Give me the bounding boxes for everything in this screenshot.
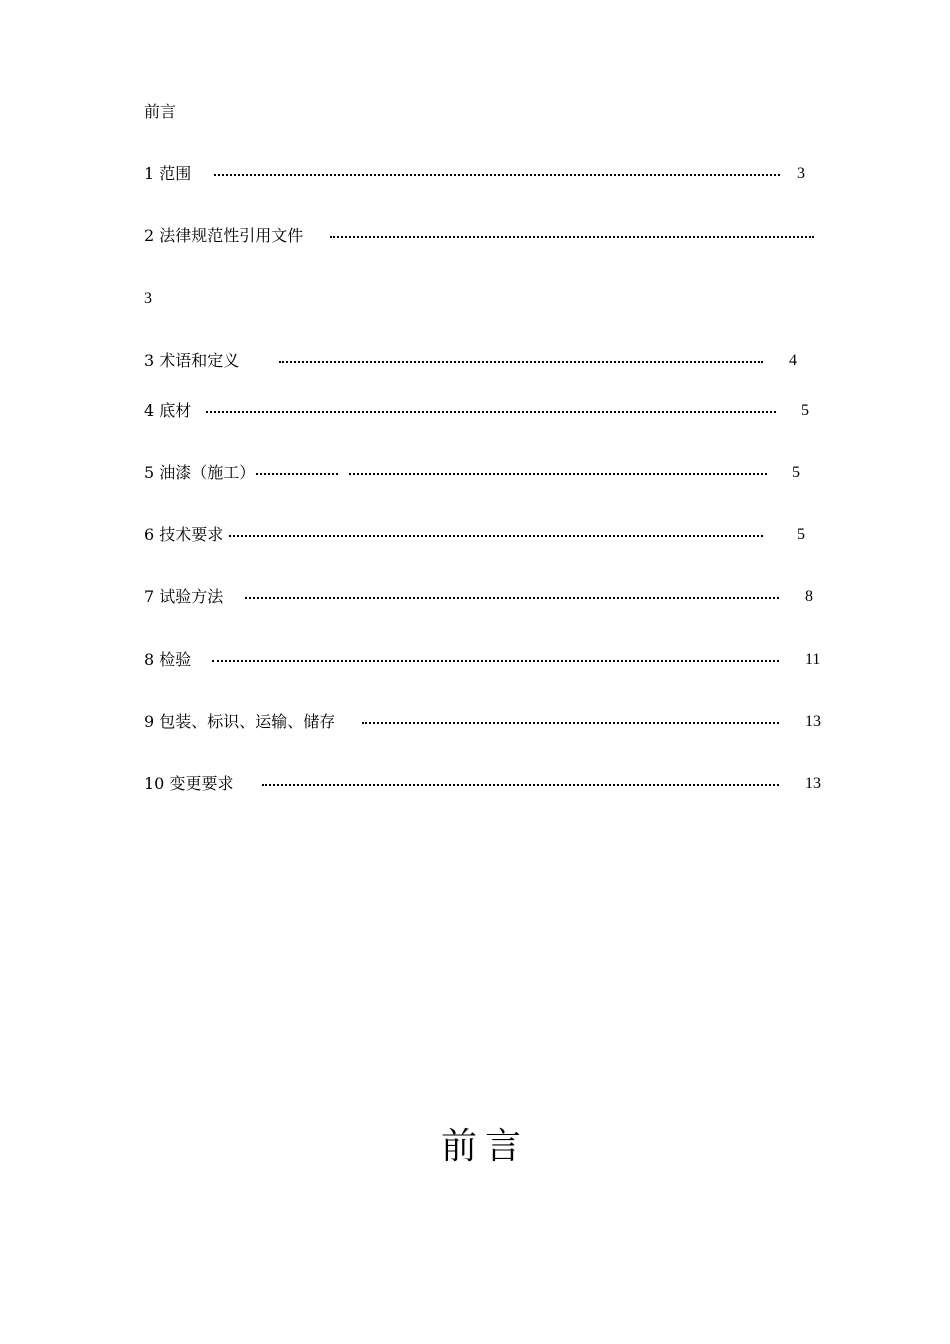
toc-wrapped-page-number: 3: [144, 290, 152, 307]
toc-entry-label: 3 术语和定义: [144, 351, 240, 370]
dot-leader: [214, 174, 780, 176]
toc-entry-page: 3: [797, 165, 805, 182]
dot-leader: [245, 597, 779, 599]
toc-entry-page: 8: [805, 588, 813, 605]
toc-entry-label: 2 法律规范性引用文件: [144, 226, 304, 245]
toc-entry-6[interactable]: [144, 524, 824, 546]
toc-entry-label: 1 范围: [144, 164, 192, 183]
toc-entry-page: 5: [792, 464, 800, 481]
dot-leader: [256, 473, 338, 475]
toc-entry-10[interactable]: [144, 773, 824, 795]
toc-entry-page: 13: [805, 775, 821, 792]
toc-entry-page: 5: [797, 526, 805, 543]
toc-entry-8[interactable]: [144, 649, 824, 671]
toc-entry-1[interactable]: [144, 163, 814, 185]
dot-leader: [229, 535, 763, 537]
toc-entry-9[interactable]: [144, 711, 824, 733]
toc-entry-3[interactable]: [144, 350, 814, 372]
toc-entry-7[interactable]: [144, 586, 824, 608]
toc-entry-label: 8 检验: [144, 650, 192, 669]
toc-entry-label: 7 试验方法: [144, 587, 224, 606]
section-heading: 前言: [440, 1126, 529, 1167]
toc-entry-page: 4: [789, 352, 797, 369]
toc-heading: 前言: [144, 102, 177, 121]
toc-entry-page: 11: [805, 651, 821, 668]
toc-entry-page: 5: [801, 402, 809, 419]
dot-leader: [330, 236, 814, 238]
dot-leader: [349, 473, 767, 475]
toc-entry-label: 5 油漆（施工）: [144, 463, 256, 482]
toc-entry-5[interactable]: [144, 462, 824, 484]
dot-leader: [212, 660, 779, 662]
toc-entry-page: 13: [805, 713, 821, 730]
dot-leader: [206, 411, 776, 413]
toc-entry-label: 9 包装、标识、运输、储存: [144, 712, 336, 731]
dot-leader: [362, 722, 779, 724]
dot-leader: [279, 361, 763, 363]
toc-entry-2[interactable]: [144, 225, 824, 247]
toc-entry-label: 10 变更要求: [144, 774, 234, 793]
toc-entry-4[interactable]: [144, 400, 824, 422]
dot-leader: [262, 784, 779, 786]
toc-entry-label: 4 底材: [144, 401, 192, 420]
toc-entry-label: 6 技术要求: [144, 525, 224, 544]
